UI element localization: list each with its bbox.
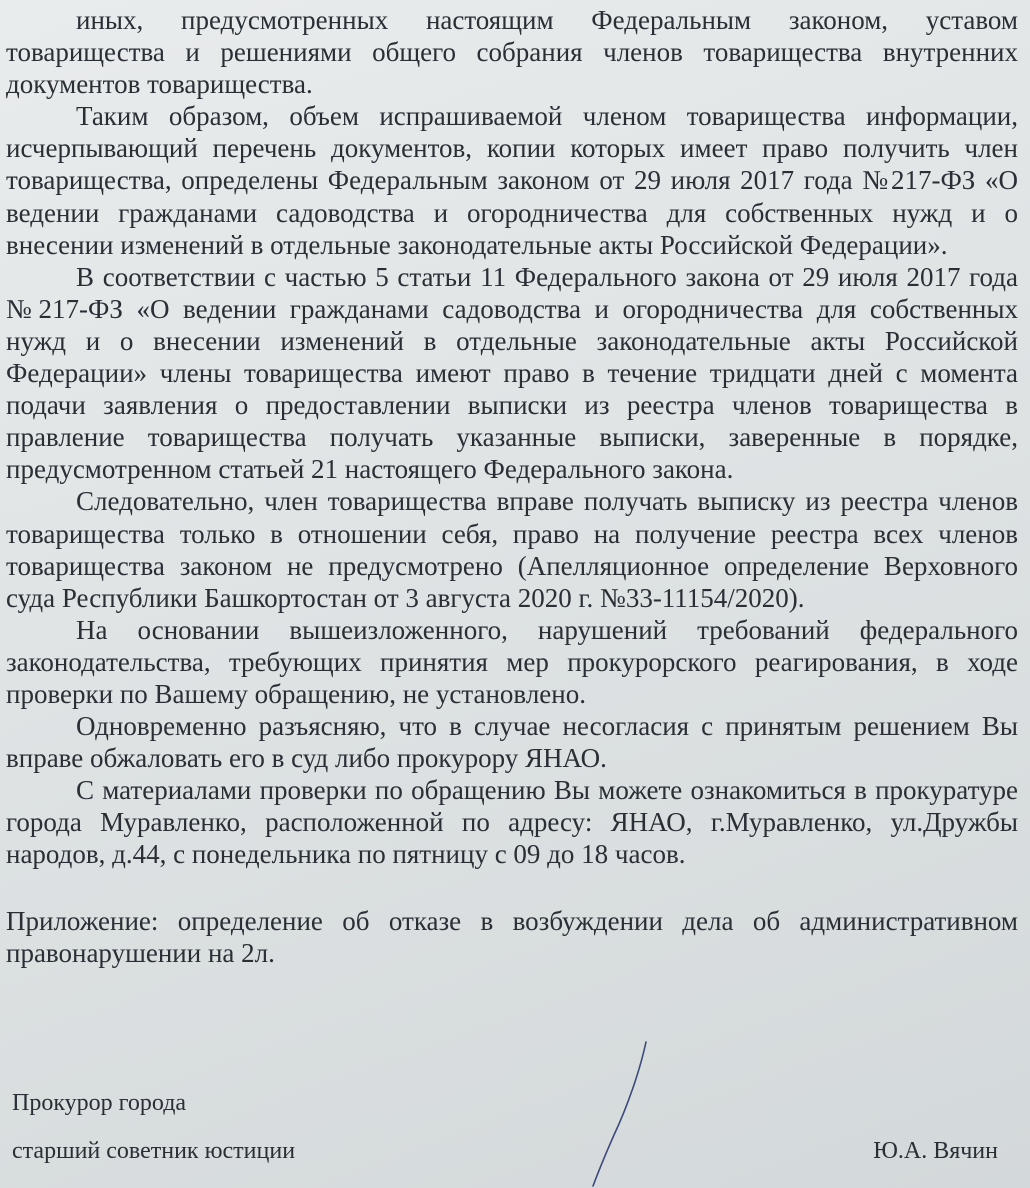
- paragraph-2: Таким образом, объем испрашиваемой членом товарищества информации, исчерпывающий перечень документов, копии которых имеет право получить член товарищества, определены Федеральным законом от 29 июля 2017 года №217-ФЗ «О ведении гражданами садоводства и огородничества для собственных нужд и о внесении изменений в отдельные законодательные акты Российской Федерации».: [6, 101, 1018, 260]
- signatory-rank: старший советник юстиции: [12, 1138, 296, 1164]
- signatory-name: Ю.А. Вячин: [873, 1138, 998, 1164]
- attachment-note: Приложение: определение об отказе в возбуждении дела об административном правонарушении на 2л.: [6, 905, 1018, 968]
- letter-body: [6, 4, 1018, 969]
- paragraph-5: На основании вышеизложенного, нарушений требований федерального законодательства, требующих принятия мер прокурорского реагирования, в ходе проверки по Вашему обращению, не установлено.: [6, 614, 1018, 709]
- signatory-position: Прокурор города: [12, 1090, 187, 1116]
- paragraph-6: Одновременно разъясняю, что в случае несогласия с принятым решением Вы вправе обжаловать его в суд либо прокурору ЯНАО.: [6, 711, 1018, 774]
- paragraph-3: В соответствии с частью 5 статьи 11 Федерального закона от 29 июля 2017 года №217-ФЗ «О ведении гражданами садоводства и огородничества для собственных нужд и о внесении изменений в отдельные законодательные акты Российской Федерации» члены товарищества имеют право в течение тридцати дней с момента подачи заявления о предоставлении выписки из реестра членов товарищества в правление товарищества получать указанные выписки, заверенные в порядке, предусмотренном статьей 21 настоящего Федерального закона.: [6, 261, 1018, 485]
- paragraph-1: иных, предусмотренных настоящим Федеральным законом, уставом товарищества и решениями общего собрания членов товарищества внутренних документов товарищества.: [6, 5, 1018, 100]
- paragraph-4: Следовательно, член товарищества вправе получать выписку из реестра членов товарищества только в отношении себя, право на получение реестра всех членов товарищества законом не предусмотрено (Апелляционное определение Верховного суда Республики Башкортостан от 3 августа 2020 г. №33-11154/2020).: [6, 486, 1018, 613]
- paragraph-7: С материалами проверки по обращению Вы можете ознакомиться в прокуратуре города Муравленко, расположенной по адресу: ЯНАО, г.Муравленко, ул.Дружбы народов, д.44, с понедельника по пятницу с 09 до 18 часов.: [6, 775, 1018, 870]
